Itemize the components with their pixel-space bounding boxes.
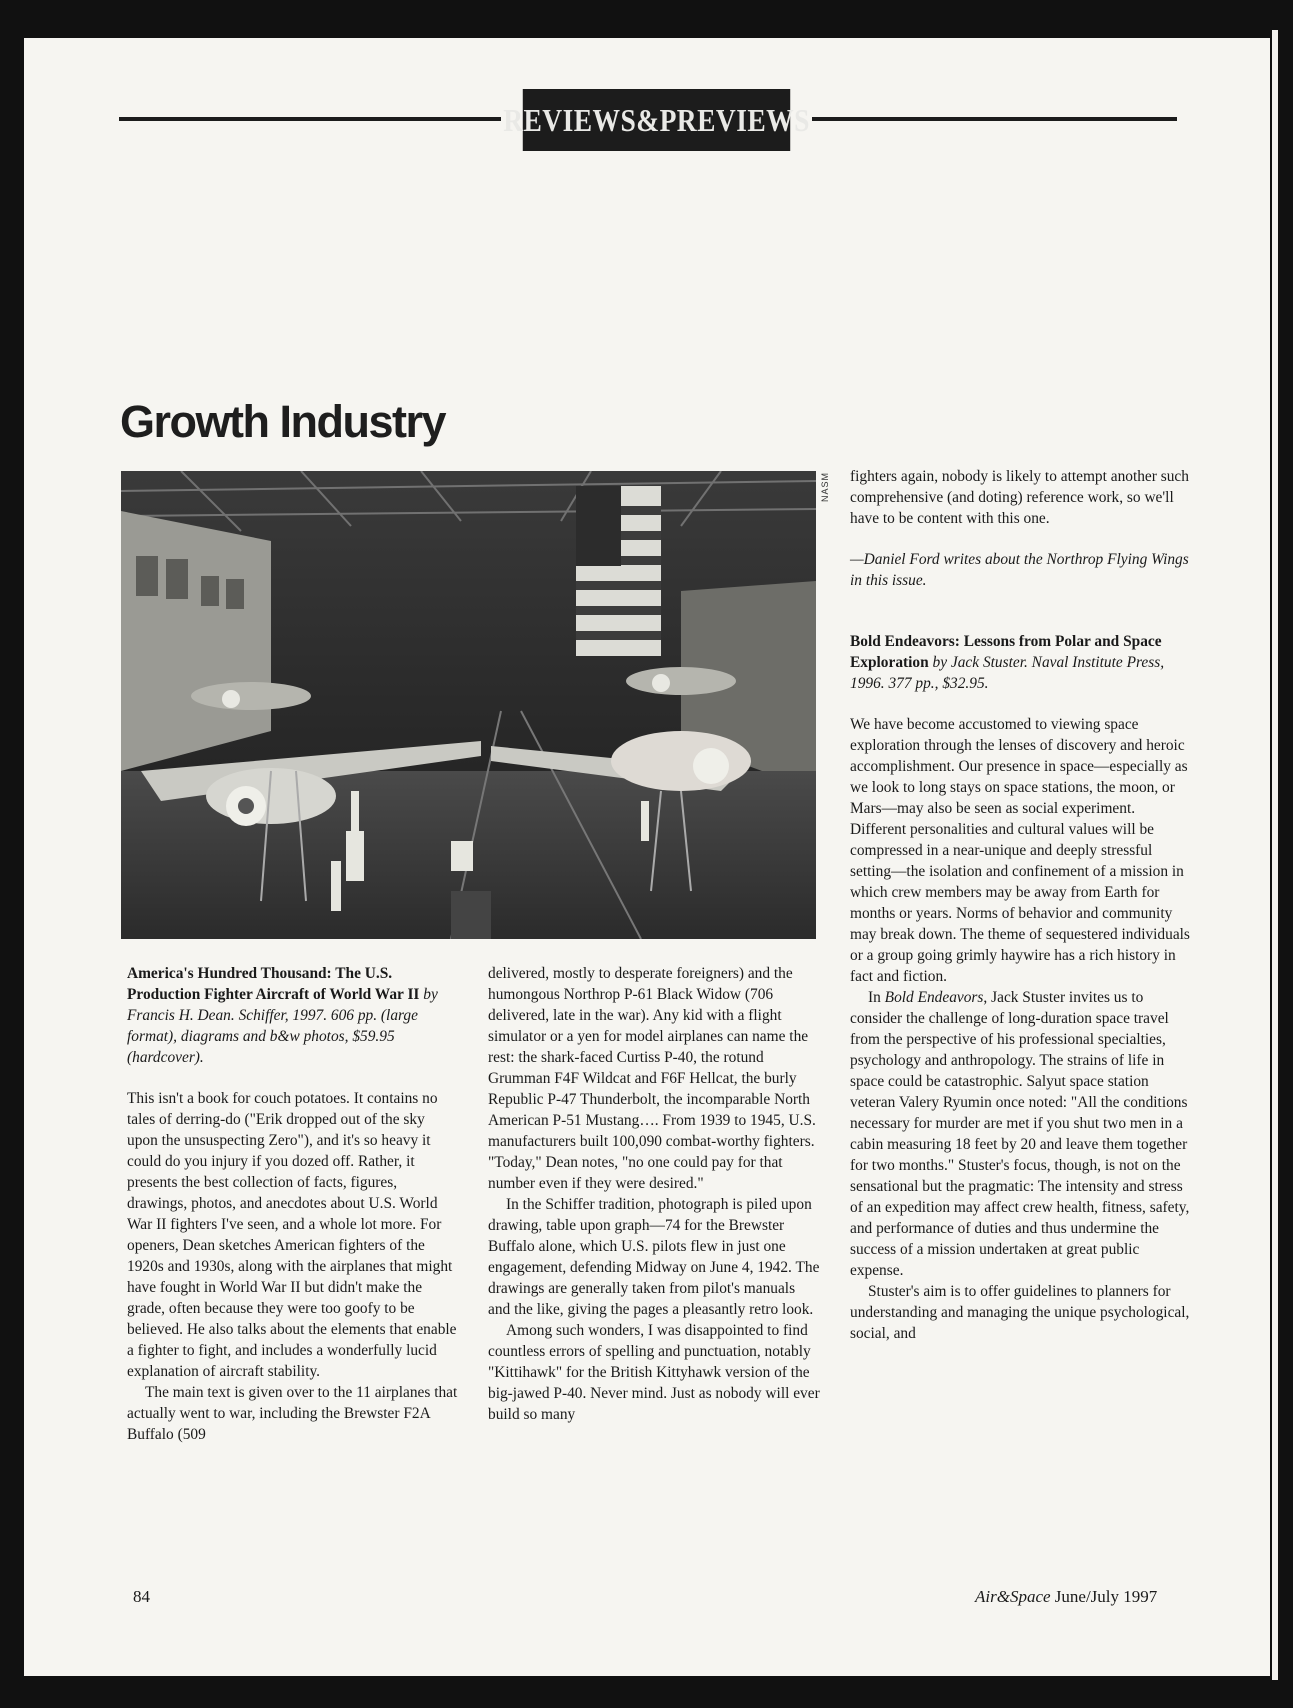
text-run: In	[868, 989, 885, 1006]
paragraph: delivered, mostly to desperate foreigners) and the humongous Northrop P-61 Black Widow (706 delivered, late in the war). Any kid with a flight simulator or a yen for model airplanes can name the rest: the shark-faced Curtiss P-40, the rotund Grumman F4F Wildcat and F6F Hellcat, the burly Republic P-47 Thunderbolt, the incomparable North American P-51 Mustang…. From 1939 to 1945, U.S. manufacturers built 100,090 combat-worthy fighters. "Today," Dean notes, "no one could pay for that number even if they were desired."	[488, 965, 816, 1192]
article-column-3	[850, 466, 1190, 1344]
paragraph: In the Schiffer tradition, photograph is piled upon drawing, table upon graph—74 for the Brewster Buffalo alone, which U.S. pilots flew in just one engagement, defending Midway on June 4, 1942. The drawings are generally taken from pilot's manuals and the like, giving the pages a pleasantly retro look.	[488, 1196, 820, 1318]
book-title: America's Hundred Thousand: The U.S. Production Fighter Aircraft of World War II	[127, 965, 420, 1003]
paragraph: This isn't a book for couch potatoes. It contains no tales of derring-do ("Erik dropped out of the sky upon the unsuspecting Zero"), and it's so heavy it could do you injury if you dozed off. Rather, it presents the best collection of facts, figures, drawings, photos, and anecdotes about U.S. World War II fighters I've seen, and a whole lot more. For openers, Dean sketches American fighters of the 1920s and 1930s, along with the airplanes that might have fought in World War II but didn't make the grade, often because they were too goofy to be believed. He also talks about the elements that enable a fighter to fight, and includes a wonderfully lucid explanation of aircraft stability.	[127, 1090, 457, 1380]
reviewer-byline: —Daniel Ford writes about the Northrop Flying Wings in this issue.	[850, 551, 1189, 589]
paragraph: Stuster's aim is to offer guidelines to planners for understanding and managing the unique psychological, social, and	[850, 1283, 1190, 1342]
header-rule-left	[119, 117, 501, 121]
paragraph: fighters again, nobody is likely to attempt another such comprehensive (and doting) reference work, so we'll have to be content with this one.	[850, 468, 1189, 527]
article-column-1	[127, 963, 459, 1445]
section-banner: REVIEWS&PREVIEWS	[523, 89, 790, 151]
photo-credit: NASM	[820, 472, 830, 503]
paragraph: Among such wonders, I was disappointed to find countless errors of spelling and punctuation, notably "Kittihawk" for the British Kittyhawk version of the big-jawed P-40. Never mind. Just as nobody will ever build so many	[488, 1322, 820, 1423]
page-footer	[975, 1587, 1157, 1607]
review-heading	[850, 631, 1190, 694]
paragraph	[850, 987, 1190, 1281]
book-meta: by Jack Stuster. Naval Institute Press, 1996. 377 pp., $32.95.	[850, 654, 1165, 692]
factory-floor-photo-icon	[121, 471, 816, 939]
facing-page-edge	[1272, 30, 1278, 1680]
book-title-inline: Bold Endeavors	[884, 989, 984, 1006]
page-headline: Growth Industry	[120, 396, 445, 447]
issue-date: June/July 1997	[1050, 1587, 1158, 1606]
paragraph: The main text is given over to the 11 airplanes that actually went to war, including the Brewster F2A Buffalo (509	[127, 1384, 458, 1443]
review-heading	[127, 963, 459, 1068]
header-rule-right	[812, 117, 1177, 121]
book-meta: by Francis H. Dean. Schiffer, 1997. 606 pp. (large format), diagrams and b&w photos, $59.95 (hardcover).	[127, 986, 438, 1066]
paragraph: We have become accustomed to viewing space exploration through the lenses of discovery and heroic accomplishment. Our presence in space—especially as we look to long stays on space stations, the moon, or Mars—may also be seen as social experiment. Different personalities and cultural values will be compressed in a near-unique and deeply stressful setting—the isolation and confinement of a mission in which crew members may be away from Earth for months or years. Norms of behavior and community may break down. The theme of sequestered individuals or a group going grimly haywire has a rich history in fact and fiction.	[850, 716, 1190, 985]
book-title: Bold Endeavors: Lessons from Polar and Space Exploration	[850, 633, 1162, 671]
article-column-2	[488, 963, 821, 1425]
magazine-name: Air&Space	[975, 1587, 1051, 1606]
text-run: , Jack Stuster invites us to consider the challenge of long-duration space travel from the perspective of his professional specialties, psychology and anthropology. The strains of life in space could be catastrophic. Salyut space station veteran Valery Ryumin once noted: "All the conditions necessary for murder are met if you shut two men in a cabin measuring 18 feet by 20 and leave them together for two months." Stuster's focus, though, is not on the sensational but the pragmatic: The intensity and stress of an expedition may affect crew health, fitness, safety, and performance of duties and thus undermine the success of a mission undertaken at great public expense.	[850, 989, 1190, 1279]
page-number: 84	[133, 1587, 150, 1606]
